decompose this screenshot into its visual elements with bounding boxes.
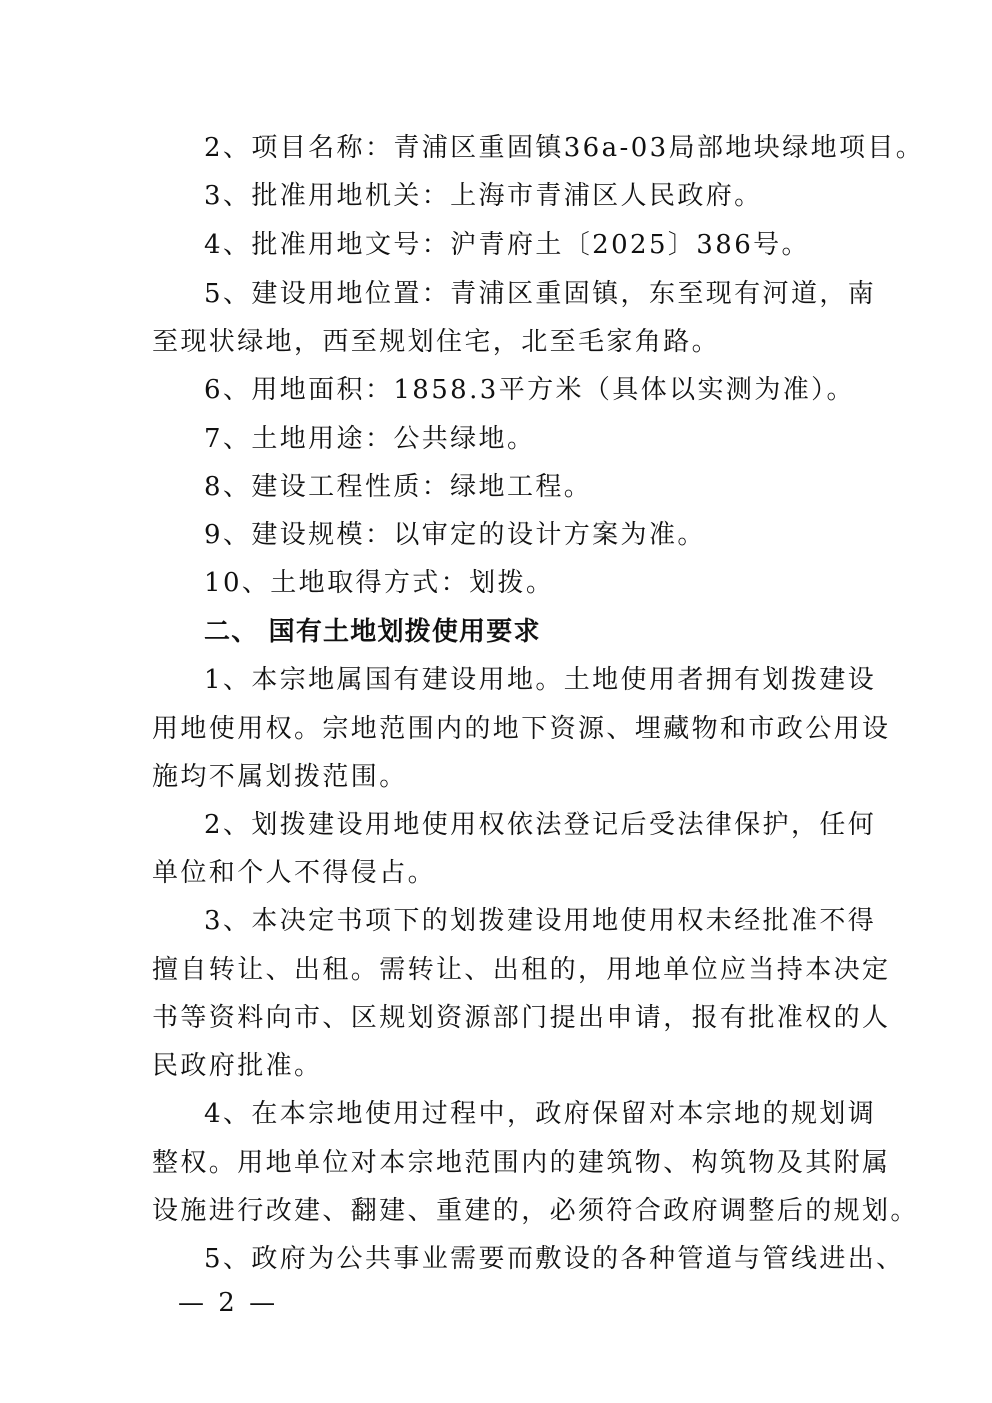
item-land-area: 6、用地面积：1858.3平方米（具体以实测为准）。 bbox=[204, 375, 855, 405]
item-construction-scale: 9、建设规模：以审定的设计方案为准。 bbox=[204, 520, 706, 550]
requirement-3-line-2: 擅自转让、出租。需转让、出租的，用地单位应当持本决定 bbox=[152, 955, 891, 985]
section-heading: 二、 国有土地划拨使用要求 bbox=[204, 617, 541, 647]
requirement-2-line-2: 单位和个人不得侵占。 bbox=[152, 858, 437, 888]
requirement-1-line-3: 施均不属划拨范围。 bbox=[152, 762, 408, 792]
requirement-4-line-2: 整权。用地单位对本宗地范围内的建筑物、构筑物及其附属 bbox=[152, 1148, 891, 1178]
requirement-4-line-3: 设施进行改建、翻建、重建的，必须符合政府调整后的规划。 bbox=[152, 1196, 919, 1226]
requirement-5-line-1: 5、政府为公共事业需要而敷设的各种管道与管线进出、 bbox=[204, 1244, 905, 1274]
item-approval-number: 4、批准用地文号：沪青府土〔2025〕386号。 bbox=[204, 230, 810, 260]
requirement-3-line-3: 书等资料向市、区规划资源部门提出申请，报有批准权的人 bbox=[152, 1003, 891, 1033]
item-land-location-continued: 至现状绿地，西至规划住宅，北至毛家角路。 bbox=[152, 327, 721, 357]
page-number: — 2 — bbox=[178, 1288, 279, 1318]
item-approval-authority: 3、批准用地机关：上海市青浦区人民政府。 bbox=[204, 181, 763, 211]
requirement-3-line-4: 民政府批准。 bbox=[152, 1051, 323, 1081]
requirement-3-line-1: 3、本决定书项下的划拨建设用地使用权未经批准不得 bbox=[204, 906, 877, 936]
item-land-use: 7、土地用途：公共绿地。 bbox=[204, 424, 536, 454]
item-project-name: 2、项目名称：青浦区重固镇36a-03局部地块绿地项目。 bbox=[204, 133, 925, 163]
item-land-location: 5、建设用地位置：青浦区重固镇，东至现有河道，南 bbox=[204, 279, 877, 309]
requirement-2-line-1: 2、划拨建设用地使用权依法登记后受法律保护，任何 bbox=[204, 810, 877, 840]
requirement-1-line-2: 用地使用权。宗地范围内的地下资源、埋藏物和市政公用设 bbox=[152, 714, 891, 744]
requirement-1-line-1: 1、本宗地属国有建设用地。土地使用者拥有划拨建设 bbox=[204, 665, 877, 695]
item-land-acquisition-method: 10、土地取得方式：划拨。 bbox=[204, 568, 555, 598]
item-project-nature: 8、建设工程性质：绿地工程。 bbox=[204, 472, 593, 502]
requirement-4-line-1: 4、在本宗地使用过程中，政府保留对本宗地的规划调 bbox=[204, 1099, 877, 1129]
